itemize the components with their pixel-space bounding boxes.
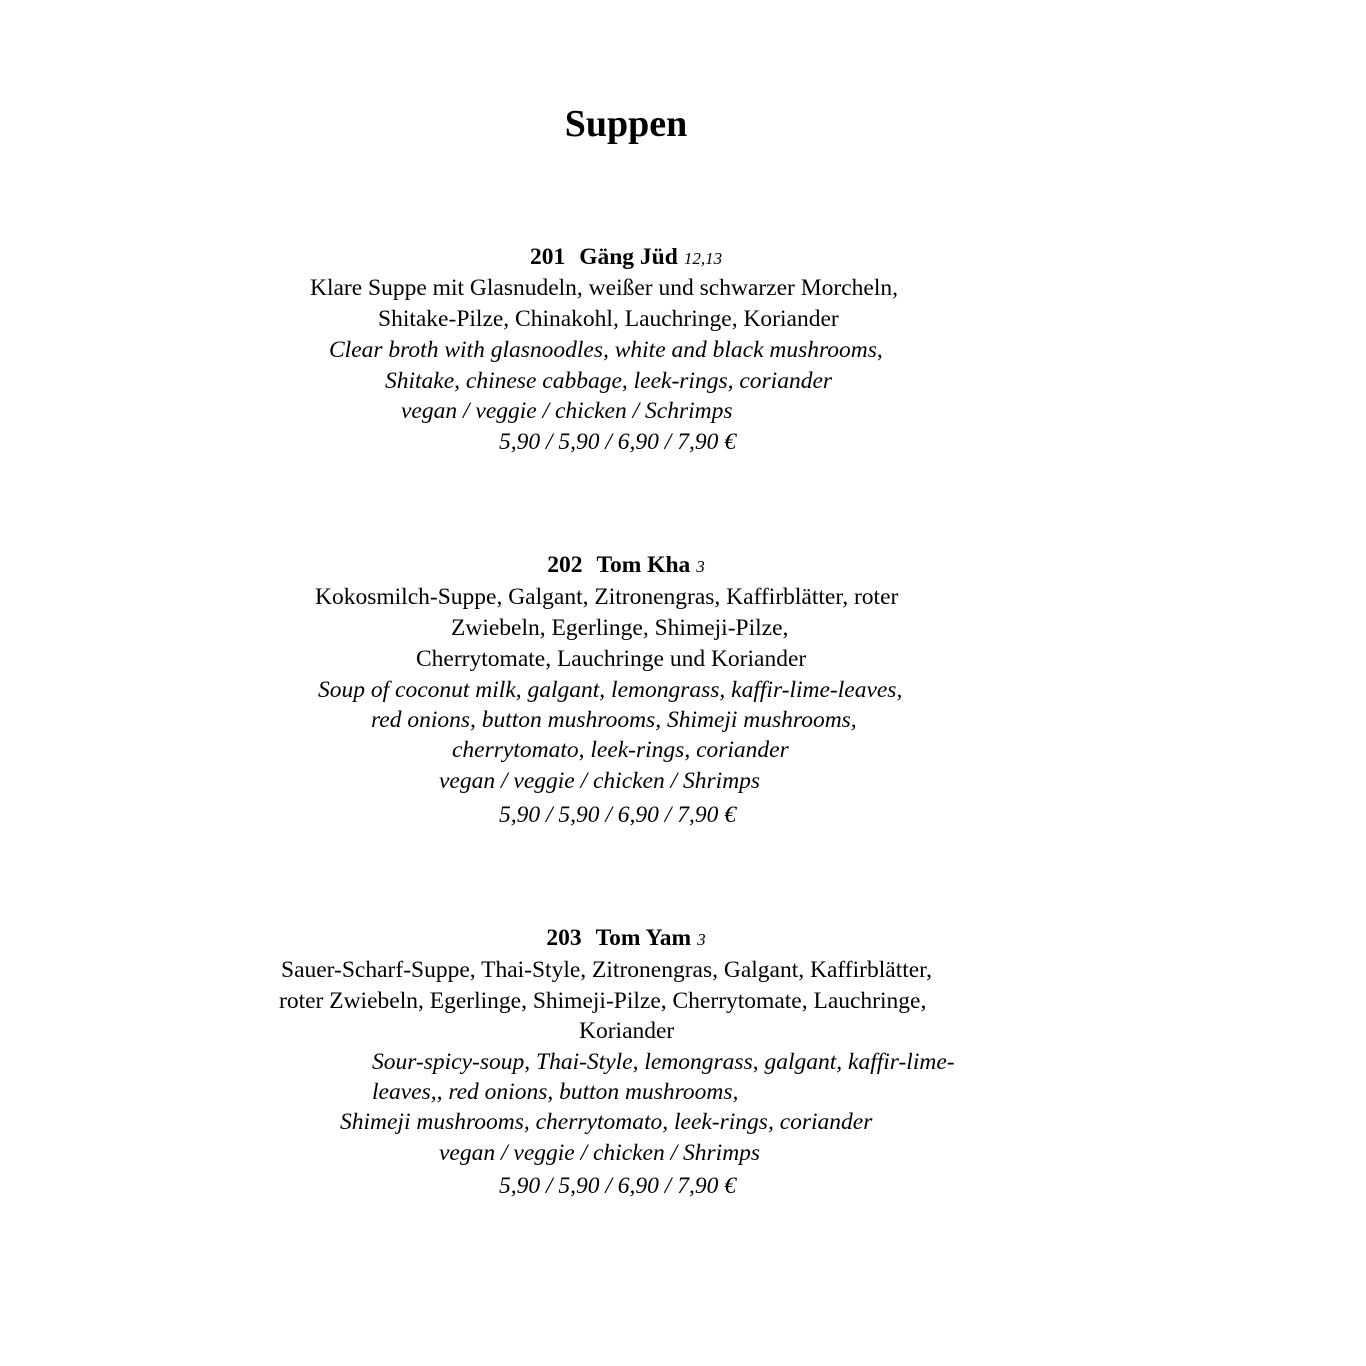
price-list: 5,90 / 5,90 / 6,90 / 7,90 € — [499, 1173, 736, 1199]
description-en-line: Clear broth with glasnoodles, white and black mushrooms, — [329, 337, 883, 363]
variant-options: vegan / veggie / chicken / Shrimps — [439, 768, 761, 794]
dish-number: 202 — [547, 552, 583, 578]
description-de-line: Kokosmilch-Suppe, Galgant, Zitronengras, Kaffirblätter, roter — [315, 584, 899, 610]
description-en-line: red onions, button mushrooms, Shimeji mushrooms, — [371, 707, 857, 733]
description-en-line: cherrytomato, leek-rings, coriander — [452, 737, 789, 763]
description-en-line: Shimeji mushrooms, cherrytomato, leek-rings, coriander — [340, 1109, 873, 1135]
description-en-line: Shitake, chinese cabbage, leek-rings, coriander — [385, 368, 833, 394]
dish-name: Tom Yam — [595, 925, 692, 951]
dish-heading — [0, 242, 1252, 274]
price-list: 5,90 / 5,90 / 6,90 / 7,90 € — [499, 429, 736, 455]
description-en-line: Soup of coconut milk, galgant, lemongrass, kaffir-lime-leaves, — [318, 677, 903, 703]
description-de-line: roter Zwiebeln, Egerlinge, Shimeji-Pilze, Cherrytomate, Lauchringe, — [279, 988, 927, 1014]
dish-name: Tom Kha — [596, 552, 691, 578]
price-list: 5,90 / 5,90 / 6,90 / 7,90 € — [499, 802, 736, 828]
description-en-line: leaves,, red onions, button mushrooms, — [372, 1079, 739, 1105]
allergen-codes: 3 — [696, 557, 705, 576]
description-de-line: Sauer-Scharf-Suppe, Thai-Style, Zitronengras, Galgant, Kaffirblätter, — [281, 957, 932, 983]
variant-options: vegan / veggie / chicken / Shrimps — [439, 1140, 761, 1166]
dish-name: Gäng Jüd — [579, 244, 678, 270]
allergen-codes: 12,13 — [683, 249, 723, 268]
dish-number: 203 — [546, 925, 582, 951]
page-title: Suppen — [564, 103, 688, 145]
dish-number: 201 — [529, 244, 566, 270]
description-de-line: Klare Suppe mit Glasnudeln, weißer und schwarzer Morcheln, — [310, 275, 898, 301]
variant-options: vegan / veggie / chicken / Schrimps — [401, 398, 733, 424]
description-en-line: Sour-spicy-soup, Thai-Style, lemongrass, galgant, kaffir-lime- — [372, 1049, 955, 1075]
description-de-line: Koriander — [579, 1018, 675, 1044]
description-de-line: Cherrytomate, Lauchringe und Koriander — [416, 646, 807, 672]
description-de-line: Shitake-Pilze, Chinakohl, Lauchringe, Koriander — [378, 306, 839, 332]
dish-heading — [0, 550, 1252, 582]
allergen-codes: 3 — [697, 930, 706, 949]
description-de-line: Zwiebeln, Egerlinge, Shimeji-Pilze, — [451, 615, 789, 641]
dish-heading — [0, 923, 1252, 955]
